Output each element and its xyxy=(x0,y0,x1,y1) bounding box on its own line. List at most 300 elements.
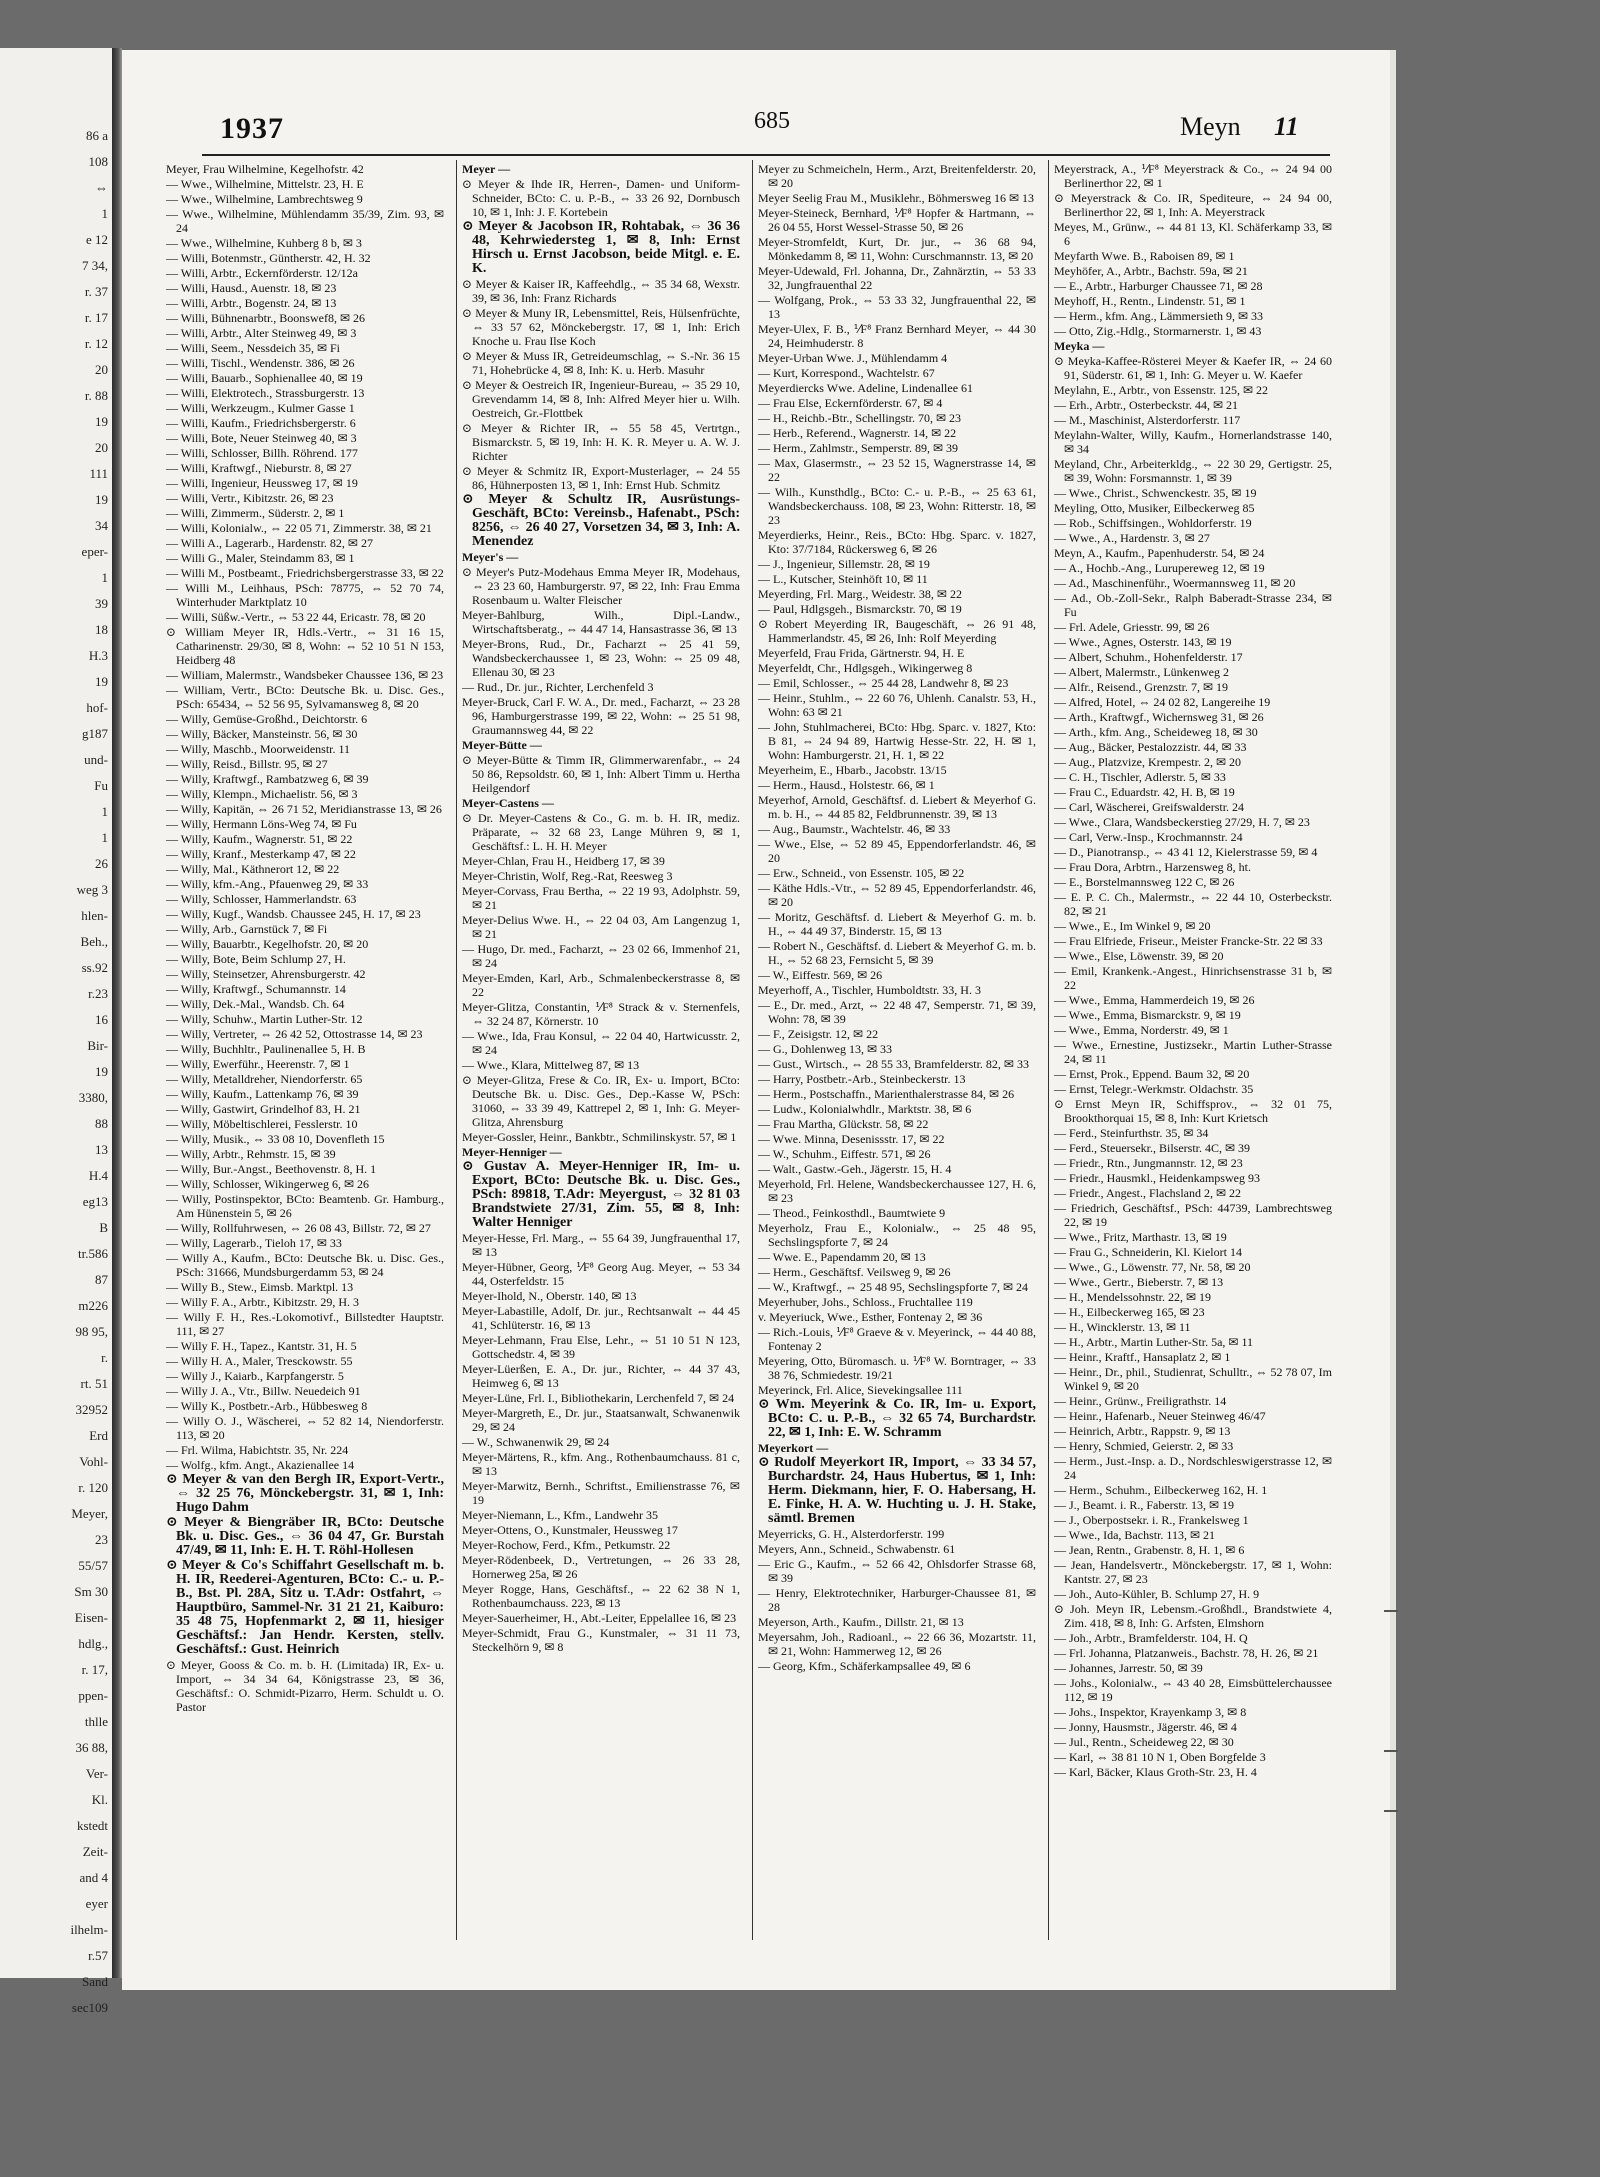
page-edge-mark xyxy=(1384,1750,1398,1752)
left-page-fragment: kstedt xyxy=(76,1818,108,1833)
left-page-fragment: eg13 xyxy=(82,1194,108,1209)
directory-entry: Meyer-Lüerßen, E. A., Dr. jur., Richter, ⇔ 44 37 43, Heimweg 6, ✉ 13 xyxy=(462,1362,740,1390)
left-page-fragment: ppen- xyxy=(78,1688,108,1703)
directory-entry: — Willi, Bühnenarbtr., Boonswef8, ✉ 26 xyxy=(166,311,366,325)
directory-entry: — Willi M., Postbeamt., Friedrichsbergerstrasse 33, ✉ 22 xyxy=(166,566,444,580)
directory-entry: Meyland, Chr., Arbeiterkldg., ⇔ 22 30 29, Gertigstr. 25, ✉ 39, Wohn: Forsmannstr. 1, ✉ 39 xyxy=(1054,457,1332,485)
directory-entry: ⊙ Meyerstrack & Co. IR, Spediteure, ⇔ 24 94 00, Berlinerthor 22, ✉ 1, Inh: A. Meyerstrack xyxy=(1054,191,1332,219)
directory-entry: — Wwe., Fritz, Marthastr. 13, ✉ 19 xyxy=(1054,1230,1227,1244)
section-heading: Meyer-Henniger — xyxy=(462,1145,562,1159)
directory-entry: — Frau C., Eduardstr. 42, H. B, ✉ 19 xyxy=(1054,785,1235,799)
column-divider xyxy=(1048,160,1049,1940)
directory-entry: ⊙ Meyer & Oestreich IR, Ingenieur-Bureau, ⇔ 35 29 10, Grevendamm 14, ✉ 8, Inh: Alfred Meyer hier u. Wilh. Oestreich, Gr.-Flottbek xyxy=(462,378,740,420)
directory-entry: — Frl. Johanna, Platzanweis., Bachstr. 78, H. 26, ✉ 21 xyxy=(1054,1646,1319,1660)
directory-entry: — Willy F. H., Res.-Lokomotivf., Billstedter Hauptstr. 111, ✉ 27 xyxy=(166,1310,444,1338)
directory-entry: — Willi M., Leihhaus, PSch: 78775, ⇔ 52 70 74, Winterhuder Marktplatz 10 xyxy=(166,581,444,609)
directory-entry: — Harry, Postbetr.-Arb., Steinbeckerstr. 13 xyxy=(758,1072,966,1086)
directory-entry: Meyer-Hübner, Georg, ⅟F⁸ Georg Aug. Meyer, ⇔ 53 34 44, Osterfeldstr. 15 xyxy=(462,1260,740,1288)
running-head-name: Meyn xyxy=(1180,112,1241,141)
section-heading: Meyer — xyxy=(462,162,511,176)
directory-entry: — Willy, Möbeltischlerei, Fesslerstr. 10 xyxy=(166,1117,358,1131)
directory-entry: — W., Schuhm., Eiffestr. 571, ✉ 26 xyxy=(758,1147,931,1161)
left-page-fragment: 111 xyxy=(89,466,108,481)
directory-entry: — Albert, Schuhm., Hohenfelderstr. 17 xyxy=(1054,650,1243,664)
directory-entry: ⊙ Meyka-Kaffee-Rösterei Meyer & Kaefer IR, ⇔ 24 60 91, Süderstr. 61, ✉ 1, Inh: G. Meyer u. W. Kaefer xyxy=(1054,354,1332,382)
directory-entry: — Willy, Buchhltr., Paulinenallee 5, H. B xyxy=(166,1042,366,1056)
directory-entry: — Heinr., Dr., phil., Studienrat, Schulltr., ⇔ 52 78 07, Im Winkel 9, ✉ 20 xyxy=(1054,1365,1332,1393)
directory-entry: — Willy O. J., Wäscherei, ⇔ 52 82 14, Niendorferstr. 113, ✉ 20 xyxy=(166,1414,444,1442)
directory-entry: — Willy, Kaufm., Lattenkamp 76, ✉ 39 xyxy=(166,1087,359,1101)
directory-entry: ⊙ Meyer & Richter IR, ⇔ 55 58 45, Vertrtgn., Bismarckstr. 5, ✉ 19, Inh: H. K. R. Meyer u. A. W. J. Richter xyxy=(462,421,740,463)
directory-entry: Meyer-Bahlburg, Wilh., Dipl.-Landw., Wirtschaftsberatg., ⇔ 44 47 14, Hansastrasse 36, ✉ 13 xyxy=(462,608,740,636)
directory-entry: v. Meyeriuck, Wwe., Esther, Fontenay 2, ✉ 36 xyxy=(758,1310,983,1324)
left-page-fragment: 87 xyxy=(95,1272,108,1287)
directory-entry: Meyer-Gossler, Heinr., Bankbtr., Schmilinskystr. 57, ✉ 1 xyxy=(462,1130,737,1144)
directory-entry: — Friedrich, Geschäftsf., PSch: 44739, Lambrechtsweg 22, ✉ 19 xyxy=(1054,1201,1332,1229)
directory-entry: — Wwe. E., Papendamm 20, ✉ 13 xyxy=(758,1250,926,1264)
directory-entry: — L., Kutscher, Steinhöft 10, ✉ 11 xyxy=(758,572,928,586)
directory-entry: Meyer-Lüne, Frl. I., Bibliothekarin, Lerchenfeld 7, ✉ 24 xyxy=(462,1391,735,1405)
directory-entry: ⊙ Meyer, Gooss & Co. m. b. H. (Limitada) IR, Ex- u. Import, ⇔ 34 34 64, Königstrasse 23, ✉ 36, Geschäftsf.: O. Schmidt-Pizarro, Herm. Schuldt u. O. Pastor xyxy=(166,1658,444,1714)
directory-entry: — Willi, Tischl., Wendenstr. 386, ✉ 26 xyxy=(166,356,355,370)
directory-entry: Meyering, Otto, Büromasch. u. ⅟F⁸ W. Borntrager, ⇔ 33 38 76, Schmiedestr. 19/21 xyxy=(758,1354,1036,1382)
directory-entry: Meyer-Ottens, O., Kunstmaler, Heussweg 17 xyxy=(462,1523,678,1537)
left-page-fragment: e 12 xyxy=(85,232,108,247)
directory-entry: — Rich.-Louis, ⅟F⁸ Graeve & v. Meyerinck, ⇔ 44 40 88, Fontenay 2 xyxy=(758,1325,1036,1353)
directory-entry: — Frl. Wilma, Habichtstr. 35, Nr. 224 xyxy=(166,1443,349,1457)
directory-entry: — Willi, Arbtr., Alter Steinweg 49, ✉ 3 xyxy=(166,326,357,340)
directory-entry: ⊙ Meyer & Co's Schiffahrt Gesellschaft m. b. H. IR, Reederei-Agenturen, BCto: C.- u. P.-B., Bst. Pl. 28A, Sitz u. T.Adr: Ostfahrt, ⇔ Hauptbüro, Sammel-Nr. 31 21 21, Kaiburo: 35 48 75, Hopfenmarkt 2, ✉ 11, hiesiger Geschäftsf.: Jan Hendr. Kersten, stellv. Geschäftsf.: Gust. Heinrich xyxy=(166,1558,444,1657)
directory-entry: — Henry, Schmied, Geierstr. 2, ✉ 33 xyxy=(1054,1439,1234,1453)
directory-entry: — Willi G., Maler, Steindamm 83, ✉ 1 xyxy=(166,551,355,565)
directory-entry: — Willy, Musik., ⇔ 33 08 10, Dovenfleth 15 xyxy=(166,1132,385,1146)
directory-entry: — Willi, Botenmstr., Güntherstr. 42, H. 32 xyxy=(166,251,371,265)
directory-entry: — Willy, Metalldreher, Niendorferstr. 65 xyxy=(166,1072,363,1086)
directory-entry: — Jean, Handelsvertr., Mönckebergstr. 17, ✉ 1, Wohn: Kantstr. 27, ✉ 23 xyxy=(1054,1558,1332,1586)
directory-entry: — Carl, Wäscherei, Greifswalderstr. 24 xyxy=(1054,800,1245,814)
directory-entry: — Willy, Gemüse-Großhd., Deichtorstr. 6 xyxy=(166,712,368,726)
directory-entry: — Willi, Ingenieur, Heussweg 17, ✉ 19 xyxy=(166,476,358,490)
left-page-fragment: Vohl- xyxy=(79,1454,108,1469)
page-year: 1937 xyxy=(220,112,284,145)
directory-page xyxy=(122,50,1390,1990)
directory-entry: — Willi, Werkzeugm., Kulmer Gasse 1 xyxy=(166,401,355,415)
directory-entry: — Walt., Gastw.-Geh., Jägerstr. 15, H. 4 xyxy=(758,1162,952,1176)
directory-entry: — E., Borstelmannsweg 122 C, ✉ 26 xyxy=(1054,875,1235,889)
left-page-fragment: Sm 30 xyxy=(74,1584,108,1599)
directory-entry: — Emil, Schlosser., ⇔ 25 44 28, Landwehr 8, ✉ 23 xyxy=(758,676,1009,690)
directory-entry: — Johannes, Jarrestr. 50, ✉ 39 xyxy=(1054,1661,1203,1675)
left-page-fragment: 32952 xyxy=(75,1402,108,1417)
directory-entry: — Willy, Lagerarb., Tieloh 17, ✉ 33 xyxy=(166,1236,342,1250)
section-heading: Meyer-Bütte — xyxy=(462,738,542,752)
directory-entry: Meyer-Labastille, Adolf, Dr. jur., Rechtsanwalt ⇔ 44 45 41, Schlüterstr. 16, ✉ 13 xyxy=(462,1304,740,1332)
directory-entry: Meyerholz, Frau E., Kolonialw., ⇔ 25 48 95, Sechslingspforte 7, ✉ 24 xyxy=(758,1221,1036,1249)
directory-entry: Meyer-Rochow, Ferd., Kfm., Petkumstr. 22 xyxy=(462,1538,671,1552)
directory-entry: — Willi, Vertr., Kibitzstr. 26, ✉ 23 xyxy=(166,491,334,505)
directory-entry: — Willy F. A., Arbtr., Kibitzstr. 29, H. 3 xyxy=(166,1295,360,1309)
column-divider xyxy=(752,160,753,1940)
left-page-fragment: r. 88 xyxy=(84,388,108,403)
directory-entry: — Wwe., E., Im Winkel 9, ✉ 20 xyxy=(1054,919,1211,933)
directory-entry: — Willi, Bauarb., Sophienallee 40, ✉ 19 xyxy=(166,371,363,385)
directory-entry: ⊙ Meyer-Bütte & Timm IR, Glimmerwarenfabr., ⇔ 24 50 86, Repsoldstr. 60, ✉ 1, Inh: Albert Timm u. Hertha Heilgendorf xyxy=(462,753,740,795)
directory-entry: — Willy, Bauarbtr., Kegelhofstr. 20, ✉ 20 xyxy=(166,937,369,951)
directory-entry: — Willy, Schlosser, Hammerlandstr. 63 xyxy=(166,892,357,906)
left-page-fragment: sec109 xyxy=(71,2000,108,2015)
directory-entry: Meyerdierks, Heinr., Reis., BCto: Hbg. Sparc. v. 1827, Kto: 37/7184, Rückersweg 6, ✉ 26 xyxy=(758,528,1036,556)
left-page-fragment: 108 xyxy=(88,154,108,169)
directory-entry: — Aug., Baumstr., Wachtelstr. 46, ✉ 33 xyxy=(758,822,951,836)
directory-entry: — Willi, Seem., Nessdeich 35, ✉ Fi xyxy=(166,341,341,355)
directory-entry: — Willy, Mal., Käthnerort 12, ✉ 22 xyxy=(166,862,340,876)
directory-entry: — Willi, Kraftwgf., Nieburstr. 8, ✉ 27 xyxy=(166,461,352,475)
directory-entry: — Hugo, Dr. med., Facharzt, ⇔ 23 02 66, Immenhof 21, ✉ 24 xyxy=(462,942,740,970)
directory-entry: ⊙ Wm. Meyerink & Co. IR, Im- u. Export, BCto: C. u. P.-B., ⇔ 32 65 74, Burchardstr. 22, ✉ 1, Inh: E. W. Schramm xyxy=(758,1397,1036,1440)
left-page-fragment: 13 xyxy=(95,1142,108,1157)
directory-entry: ⊙ Ernst Meyn IR, Schiffsprov., ⇔ 32 01 75, Brookthorquai 15, ✉ 8, Inh: Kurt Krietsch xyxy=(1054,1097,1332,1125)
left-page-fragment: tr.586 xyxy=(78,1246,108,1261)
directory-entry: — Herm., Geschäftsf. Veilsweg 9, ✉ 26 xyxy=(758,1265,951,1279)
left-page-fragment: Kl. xyxy=(91,1792,108,1807)
directory-entry: — Friedr., Angest., Flachsland 2, ✉ 22 xyxy=(1054,1186,1242,1200)
directory-entry: — Herm., Hausd., Holstestr. 66, ✉ 1 xyxy=(758,778,935,792)
left-page-fragment: H.4 xyxy=(88,1168,108,1183)
left-page-fragment: 3380, xyxy=(78,1090,108,1105)
directory-column-2 xyxy=(462,162,740,1937)
directory-entry: Meyer-Margreth, E., Dr. jur., Staatsanwalt, Schwanenwik 29, ✉ 24 xyxy=(462,1406,740,1434)
directory-entry: — Willy, Hermann Löns-Weg 74, ✉ Fu xyxy=(166,817,357,831)
left-page-fragment: Sand xyxy=(82,1974,108,1989)
directory-column-3 xyxy=(758,162,1036,1937)
directory-entry: — Wwe., Agnes, Osterstr. 143, ✉ 19 xyxy=(1054,635,1232,649)
directory-entry: — William, Malermstr., Wandsbeker Chaussee 136, ✉ 23 xyxy=(166,668,444,682)
directory-entry: Meyer-Christin, Wolf, Reg.-Rat, Reesweg 3 xyxy=(462,869,673,883)
directory-entry: — Erw., Schneid., von Essenstr. 105, ✉ 22 xyxy=(758,866,965,880)
directory-entry: — Theod., Feinkosthdl., Baumtwiete 9 xyxy=(758,1206,946,1220)
directory-entry: — Willy, Kraftwgf., Rambatzweg 6, ✉ 39 xyxy=(166,772,369,786)
directory-entry: — Willy, Kranf., Mesterkamp 47, ✉ 22 xyxy=(166,847,356,861)
directory-entry: — Willy J. A., Vtr., Billw. Neuedeich 91 xyxy=(166,1384,361,1398)
directory-entry: — Heinr., Stuhlm., ⇔ 22 60 76, Uhlenh. Canalstr. 53, H., Wohn: 63 ✉ 21 xyxy=(758,691,1036,719)
directory-entry: — Georg, Kfm., Schäferkampsallee 49, ✉ 6 xyxy=(758,1659,971,1673)
directory-entry: — Willy, Ewerführ., Heerenstr. 7, ✉ 1 xyxy=(166,1057,350,1071)
directory-entry: Meyer-Bruck, Carl F. W. A., Dr. med., Facharzt, ⇔ 23 28 96, Hamburgerstrasse 199, ✉ 22, Wohn: ⇔ 25 51 98, Graumannsweg 44, ✉ 22 xyxy=(462,695,740,737)
book-gutter xyxy=(112,48,122,1978)
left-page-fragment: ilhelm- xyxy=(70,1922,108,1937)
left-page-fragment: 86 a xyxy=(85,128,108,143)
directory-entry: — Willy, Dek.-Mal., Wandsb. Ch. 64 xyxy=(166,997,345,1011)
left-page-fragment: r.57 xyxy=(88,1948,108,1963)
page-number: 685 xyxy=(754,108,790,134)
directory-entry: — Willi, Bote, Neuer Steinweg 40, ✉ 3 xyxy=(166,431,357,445)
directory-entry: — E., Dr. med., Arzt, ⇔ 22 48 47, Semperstr. 71, ✉ 39, Wohn: 78, ✉ 39 xyxy=(758,998,1036,1026)
directory-entry: — H., Eilbeckerweg 165, ✉ 23 xyxy=(1054,1305,1205,1319)
directory-entry: — Ferd., Steinfurthstr. 35, ✉ 34 xyxy=(1054,1126,1209,1140)
directory-entry: — John, Stuhlmacherei, BCto: Hbg. Sparc. v. 1827, Kto: B 81, ⇔ 24 94 89, Hartwig Hesse-Str. 22, H. ✉ 1, Wohn: Hamburgerstr. 21, H. 1, ✉ 22 xyxy=(758,720,1036,762)
left-page-fragment: 36 88, xyxy=(75,1740,108,1755)
directory-entry: — Ferd., Steuersekr., Bilserstr. 4C, ✉ 39 xyxy=(1054,1141,1251,1155)
directory-column-4 xyxy=(1054,162,1332,1937)
directory-entry: — Willy, Kugf., Wandsb. Chaussee 245, H. 17, ✉ 23 xyxy=(166,907,421,921)
directory-entry: Meyer-Urban Wwe. J., Mühlendamm 4 xyxy=(758,351,948,365)
left-page-fragment: hdlg., xyxy=(78,1636,108,1651)
directory-entry: — Willy, Bäcker, Mansteinstr. 56, ✉ 30 xyxy=(166,727,358,741)
directory-entry: — H., Wincklerstr. 13, ✉ 11 xyxy=(1054,1320,1191,1334)
left-page-fragment: r. 17 xyxy=(84,310,108,325)
directory-entry: Meylahn, E., Arbtr., von Essenstr. 125, ✉ 22 xyxy=(1054,383,1269,397)
section-heading: Meyer's — xyxy=(462,550,519,564)
directory-entry: — Aug., Platzvize, Krempestr. 2, ✉ 20 xyxy=(1054,755,1242,769)
left-page-fragment: thlle xyxy=(84,1714,108,1729)
directory-entry: — Willy F. H., Tapez., Kantstr. 31, H. 5 xyxy=(166,1339,357,1353)
directory-entry: — M., Maschinist, Alsterdorferstr. 117 xyxy=(1054,413,1241,427)
left-page-fragment: rt. 51 xyxy=(80,1376,108,1391)
directory-entry: — Heinrich, Arbtr., Rappstr. 9, ✉ 13 xyxy=(1054,1424,1231,1438)
directory-entry: — Ad., Ob.-Zoll-Sekr., Ralph Baberadt-Strasse 234, ✉ Fu xyxy=(1054,591,1332,619)
left-page-fragment: m226 xyxy=(78,1298,108,1313)
left-page-fragment: hlen- xyxy=(81,908,108,923)
directory-entry: — Alfr., Reisend., Grenzstr. 7, ✉ 19 xyxy=(1054,680,1229,694)
directory-entry: Meyer-Chlan, Frau H., Heidberg 17, ✉ 39 xyxy=(462,854,665,868)
directory-entry: Meyerdiercks Wwe. Adeline, Lindenallee 61 xyxy=(758,381,974,395)
left-page-fragment: 19 xyxy=(95,492,108,507)
directory-entry: — Johs., Inspektor, Krayenkamp 3, ✉ 8 xyxy=(1054,1705,1247,1719)
directory-entry: — Frau Martha, Glückstr. 58, ✉ 22 xyxy=(758,1117,929,1131)
directory-entry: — Willy, Maschb., Moorweidenstr. 11 xyxy=(166,742,351,756)
left-page-fragment: Eisen- xyxy=(74,1610,108,1625)
left-page-fragment: Bir- xyxy=(87,1038,108,1053)
left-page-fragment: Meyer, xyxy=(71,1506,108,1521)
directory-entry: ⊙ Meyer & Muss IR, Getreideumschlag, ⇔ S.-Nr. 36 15 71, Hohebrücke 4, ✉ 8, Inh: K. u. Herb. Masuhr xyxy=(462,349,740,377)
left-page-fragment: 34 xyxy=(95,518,108,533)
directory-entry: — Willy, Arb., Garnstück 7, ✉ Fi xyxy=(166,922,328,936)
directory-entry: Meyer zu Schmeicheln, Herm., Arzt, Breitenfelderstr. 20, ✉ 20 xyxy=(758,162,1036,190)
directory-entry: — Willy, Bur.-Angst., Beethovenstr. 8, H. 1 xyxy=(166,1162,377,1176)
section-heading: Meyer-Castens — xyxy=(462,796,554,810)
left-page-fragment: 88 xyxy=(95,1116,108,1131)
directory-entry: — Heinr., Hafenarb., Neuer Steinweg 46/47 xyxy=(1054,1409,1266,1423)
directory-entry: — Joh., Auto-Kühler, B. Schlump 27, H. 9 xyxy=(1054,1587,1260,1601)
left-page-fragment: 1 xyxy=(101,830,108,845)
left-page-fragment: 19 xyxy=(95,1064,108,1079)
directory-entry: — Wwe., Emma, Bismarckstr. 9, ✉ 19 xyxy=(1054,1008,1241,1022)
directory-entry: — Frau Dora, Arbtrn., Harzensweg 8, ht. xyxy=(1054,860,1251,874)
directory-entry: — Henry, Elektrotechniker, Harburger-Chaussee 81, ✉ 28 xyxy=(758,1586,1036,1614)
directory-entry: — H., Arbtr., Martin Luther-Str. 5a, ✉ 11 xyxy=(1054,1335,1254,1349)
directory-entry: — Ludw., Kolonialwhdlr., Marktstr. 38, ✉ 6 xyxy=(758,1102,972,1116)
directory-entry: — Gust., Wirtsch., ⇔ 28 55 33, Bramfelderstr. 82, ✉ 33 xyxy=(758,1057,1029,1071)
page-edge-mark xyxy=(1384,1810,1398,1812)
directory-entry: — Willy, Bote, Beim Schlump 27, H. xyxy=(166,952,346,966)
directory-entry: Meyerson, Arth., Kaufm., Dillstr. 21, ✉ 13 xyxy=(758,1615,964,1629)
directory-entry: Meylahn-Walter, Willy, Kaufm., Hornerlandstrasse 140, ✉ 34 xyxy=(1054,428,1332,456)
directory-entry: Meyerhoff, A., Tischler, Humboldtstr. 33, H. 3 xyxy=(758,983,981,997)
left-page-fragment: eper- xyxy=(81,544,108,559)
directory-entry: Meyer-Udewald, Frl. Johanna, Dr., Zahnärztin, ⇔ 53 33 32, Jungfrauenthal 22 xyxy=(758,264,1036,292)
directory-entry: — Käthe Hdls.-Vtr., ⇔ 52 89 45, Eppendorferlandstr. 46, ✉ 20 xyxy=(758,881,1036,909)
directory-entry: — A., Hochb.-Ang., Lurupereweg 12, ✉ 19 xyxy=(1054,561,1265,575)
directory-entry: — Willi, Kolonialw., ⇔ 22 05 71, Zimmerstr. 38, ✉ 21 xyxy=(166,521,432,535)
left-page-fragment: g187 xyxy=(82,726,108,741)
directory-entry: — Willy, Arbtr., Rehmstr. 15, ✉ 39 xyxy=(166,1147,336,1161)
directory-entry: — Aug., Bäcker, Pestalozzistr. 44, ✉ 33 xyxy=(1054,740,1247,754)
directory-entry: — H., Mendelssohnstr. 22, ✉ 19 xyxy=(1054,1290,1212,1304)
directory-entry: — Alfred, Hotel, ⇔ 24 02 82, Langereihe 19 xyxy=(1054,695,1271,709)
section-heading: Meyerkort — xyxy=(758,1441,829,1455)
directory-entry: Meyer-Sauerheimer, H., Abt.-Leiter, Eppelallee 16, ✉ 23 xyxy=(462,1611,737,1625)
directory-entry: Meyer-Brons, Rud., Dr., Facharzt ⇔ 25 41 59, Wandsbeckerchaussee 1, ✉ 23, Wohn: ⇔ 25 09 48, Ellenau 30, ✉ 23 xyxy=(462,637,740,679)
directory-entry: Meyer-Emden, Karl, Arb., Schmalenbeckerstrasse 8, ✉ 22 xyxy=(462,971,740,999)
directory-entry: Meyhöfer, A., Arbtr., Bachstr. 59a, ✉ 21 xyxy=(1054,264,1248,278)
directory-entry: Meyerding, Frl. Marg., Weidestr. 38, ✉ 22 xyxy=(758,587,962,601)
directory-entry: — Willy K., Postbetr.-Arb., Hübbesweg 8 xyxy=(166,1399,368,1413)
directory-entry: — Willy, Kapitän, ⇔ 26 71 52, Meridianstrasse 13, ✉ 26 xyxy=(166,802,442,816)
directory-entry: — Willy, Schlosser, Wikingerweg 6, ✉ 26 xyxy=(166,1177,370,1191)
directory-entry: — Willy, Klempn., Michaelistr. 56, ✉ 3 xyxy=(166,787,358,801)
directory-entry: — Wwe., Klara, Mittelweg 87, ✉ 13 xyxy=(462,1058,640,1072)
left-page-fragment: 39 xyxy=(95,596,108,611)
directory-entry: — Willy J., Kaiarb., Karpfangerstr. 5 xyxy=(166,1369,344,1383)
directory-entry: — Willi, Arbtr., Eckernförderstr. 12/12a xyxy=(166,266,358,280)
directory-entry: — E., Arbtr., Harburger Chaussee 71, ✉ 28 xyxy=(1054,279,1263,293)
left-page-fragment: 19 xyxy=(95,674,108,689)
directory-entry: Meyer Seelig Frau M., Musiklehr., Böhmersweg 16 ✉ 13 xyxy=(758,191,1035,205)
directory-entry: — Heinr., Grünw., Freiligrathstr. 14 xyxy=(1054,1394,1227,1408)
directory-entry: — Friedr., Rtn., Jungmannstr. 12, ✉ 23 xyxy=(1054,1156,1243,1170)
directory-entry: ⊙ Meyer & Schultz IR, Ausrüstungs-Geschäft, BCto: Vereinsb., Hafenabt., PSch: 8256, ⇔ 26 40 27, Vorsetzen 34, ✉ 3, Inh: A. Menendez xyxy=(462,492,740,549)
directory-entry: — Wwe., Emma, Hammerdeich 19, ✉ 26 xyxy=(1054,993,1255,1007)
directory-entry: Meyerricks, G. H., Alsterdorferstr. 199 xyxy=(758,1527,945,1541)
directory-entry: — Willi, Süßw.-Vertr., ⇔ 53 22 44, Ericastr. 78, ✉ 20 xyxy=(166,610,426,624)
directory-entry: — J., Ingenieur, Sillemstr. 28, ✉ 19 xyxy=(758,557,930,571)
left-page-fragment: 19 xyxy=(95,414,108,429)
directory-entry: Meyerstrack, A., ⅟F⁸ Meyerstrack & Co., ⇔ 24 94 00 Berlinerthor 22, ✉ 1 xyxy=(1054,162,1332,190)
directory-entry: — C. H., Tischler, Adlerstr. 5, ✉ 33 xyxy=(1054,770,1226,784)
directory-entry: Meyfarth Wwe. B., Raboisen 89, ✉ 1 xyxy=(1054,249,1235,263)
directory-entry: — Willi, Schlosser, Billh. Röhrend. 177 xyxy=(166,446,358,460)
left-page-fragment: eyer xyxy=(85,1896,108,1911)
directory-entry: — Willy B., Stew., Eimsb. Marktpl. 13 xyxy=(166,1280,354,1294)
directory-entry: — Willy, Schuhw., Martin Luther-Str. 12 xyxy=(166,1012,363,1026)
directory-entry: — Wwe., Wilhelmine, Mühlendamm 35/39, Zim. 93, ✉ 24 xyxy=(166,207,444,235)
directory-entry: Meyer-Ulex, F. B., ⅟F⁸ Franz Bernhard Meyer, ⇔ 44 30 24, Heimhuderstr. 8 xyxy=(758,322,1036,350)
directory-entry: — Kurt, Korrespond., Wachtelstr. 67 xyxy=(758,366,935,380)
left-page-fragment: and 4 xyxy=(79,1870,108,1885)
directory-entry: — Arth., kfm. Ang., Scheideweg 18, ✉ 30 xyxy=(1054,725,1258,739)
left-page-fragment: r. 17, xyxy=(81,1662,108,1677)
directory-entry: — Willi, Kaufm., Friedrichsbergerstr. 6 xyxy=(166,416,356,430)
left-page-fragment: r. 37 xyxy=(84,284,108,299)
running-head-number: 11 xyxy=(1274,112,1299,141)
directory-entry: ⊙ William Meyer IR, Hdls.-Vertr., ⇔ 31 16 15, Catharinenstr. 29/30, ✉ 8, Wohn: ⇔ 52 10 51 N 153, Heidberg 48 xyxy=(166,625,444,667)
directory-entry: — Joh., Arbtr., Bramfelderstr. 104, H. Q xyxy=(1054,1631,1248,1645)
directory-entry: — Heinr., Kraftf., Hansaplatz 2, ✉ 1 xyxy=(1054,1350,1231,1364)
left-page-fragment: 16 xyxy=(95,1012,108,1027)
left-page-fragment: Ver- xyxy=(85,1766,108,1781)
left-page-fragment: r. xyxy=(101,1350,108,1365)
left-page-fragment: ⇔ xyxy=(95,180,108,195)
header-rule xyxy=(202,154,1330,156)
directory-entry: — Herm., kfm. Ang., Lämmersieth 9, ✉ 33 xyxy=(1054,309,1264,323)
directory-entry: ⊙ Meyer & Kaiser IR, Kaffeehdlg., ⇔ 35 34 68, Wexstr. 39, ✉ 36, Inh: Franz Richards xyxy=(462,277,740,305)
left-page-fragment: 1 xyxy=(101,804,108,819)
directory-entry: — H., Reichb.-Btr., Schellingstr. 70, ✉ 23 xyxy=(758,411,962,425)
directory-entry: — Willy, Vertreter, ⇔ 26 42 52, Ottostrasse 14, ✉ 23 xyxy=(166,1027,423,1041)
directory-entry: — Wwe. Minna, Desenissstr. 17, ✉ 22 xyxy=(758,1132,945,1146)
directory-entry: ⊙ Gustav A. Meyer-Henniger IR, Im- u. Export, BCto: Deutsche Bk. u. Disc. Ges., PSch: 89818, T.Adr: Meyergust, ⇔ 32 81 03 Brandstwiete 27/31, Zim. 55, ✉ 8, Inh: Walter Henniger xyxy=(462,1159,740,1230)
directory-entry: Meyer-Glitza, Constantin, ⅟F⁸ Strack & v. Sternenfels, ⇔ 32 24 87, Körnerstr. 10 xyxy=(462,1000,740,1028)
directory-entry: — Willy, Gastwirt, Grindelhof 83, H. 21 xyxy=(166,1102,361,1116)
directory-entry: — Willy, Postinspektor, BCto: Beamtenb. Gr. Hamburg., Am Hünenstein 5, ✉ 26 xyxy=(166,1192,444,1220)
directory-entry: ⊙ Meyer & Ihde IR, Herren-, Damen- und Uniform-Schneider, BCto: C. u. P.-B., ⇔ 33 26 92, Dornbusch 10, ✉ 1, Inh: J. F. Kortebein xyxy=(462,177,740,219)
directory-entry: Meyerfeldt, Chr., Hdlgsgeh., Wikingerweg 8 xyxy=(758,661,973,675)
directory-entry: — D., Pianotransp., ⇔ 43 41 12, Kielerstrasse 59, ✉ 4 xyxy=(1054,845,1318,859)
directory-entry: Meyes, M., Grünw., ⇔ 44 81 13, Kl. Schäferkamp 33, ✉ 6 xyxy=(1054,220,1332,248)
directory-entry: — Willi, Arbtr., Bogenstr. 24, ✉ 13 xyxy=(166,296,337,310)
directory-entry: — Wwe., Emma, Norderstr. 49, ✉ 1 xyxy=(1054,1023,1229,1037)
directory-entry: — Karl, ⇔ 38 81 10 N 1, Oben Borgfelde 3 xyxy=(1054,1750,1266,1764)
directory-entry: Meyerhold, Frl. Helene, Wandsbeckerchaussee 127, H. 6, ✉ 23 xyxy=(758,1177,1036,1205)
directory-entry: — Herm., Schuhm., Eilbeckerweg 162, H. 1 xyxy=(1054,1483,1268,1497)
directory-entry: — Arth., Kraftwgf., Wichernsweg 31, ✉ 26 xyxy=(1054,710,1264,724)
directory-entry: — W., Eiffestr. 569, ✉ 26 xyxy=(758,968,883,982)
directory-entry: — Rob., Schiffsingen., Wohldorferstr. 19 xyxy=(1054,516,1252,530)
directory-entry: — Willy, Kraftwgf., Schumannstr. 14 xyxy=(166,982,346,996)
directory-entry: — Jonny, Hausmstr., Jägerstr. 46, ✉ 4 xyxy=(1054,1720,1237,1734)
directory-entry: — Willy A., Kaufm., BCto: Deutsche Bk. u. Disc. Ges., PSch: 31666, Mundsburgerdamm 53, ✉ 24 xyxy=(166,1251,444,1279)
directory-entry: ⊙ Meyer & van den Bergh IR, Export-Vertr., ⇔ 32 25 76, Mönckebergstr. 31, ✉ 1, Inh: Hugo Dahm xyxy=(166,1472,444,1515)
directory-entry: — Willy, Steinsetzer, Ahrensburgerstr. 42 xyxy=(166,967,366,981)
directory-entry: — Wwe., Wilhelmine, Lambrechtsweg 9 xyxy=(166,192,363,206)
directory-entry: ⊙ Joh. Meyn IR, Lebensm.-Großhdl., Brandstwiete 4, Zim. 418, ✉ 8, Inh: G. Arfsten, Elmshorn xyxy=(1054,1602,1332,1630)
directory-entry: Meyer-Hesse, Frl. Marg., ⇔ 55 64 39, Jungfrauenthal 17, ✉ 13 xyxy=(462,1231,740,1259)
directory-entry: Meyer-Märtens, R., kfm. Ang., Rothenbaumchauss. 81 c, ✉ 13 xyxy=(462,1450,740,1478)
left-page-fragment: Erd xyxy=(89,1428,108,1443)
directory-entry: Meyer-Rödenbeek, D., Vertretungen, ⇔ 26 33 28, Hornerweg 25a, ✉ 26 xyxy=(462,1553,740,1581)
directory-entry: — Wwe., Else, Löwenstr. 39, ✉ 20 xyxy=(1054,949,1224,963)
directory-entry: Meyer-Ihold, N., Oberstr. 140, ✉ 13 xyxy=(462,1289,637,1303)
directory-entry: — Albert, Malermstr., Lünkenweg 2 xyxy=(1054,665,1229,679)
directory-entry: — J., Oberpostsekr. i. R., Frankelsweg 1 xyxy=(1054,1513,1249,1527)
directory-entry: — Jul., Rentn., Scheideweg 22, ✉ 30 xyxy=(1054,1735,1234,1749)
left-page-fragment: 55/57 xyxy=(78,1558,108,1573)
directory-entry: — Wwe., G., Löwenstr. 77, Nr. 58, ✉ 20 xyxy=(1054,1260,1251,1274)
directory-entry: — Max, Glasermstr., ⇔ 23 52 15, Wagnerstrasse 14, ✉ 22 xyxy=(758,456,1036,484)
directory-entry: — W., Schwanenwik 29, ✉ 24 xyxy=(462,1435,610,1449)
left-page-fragment: weg 3 xyxy=(76,882,108,897)
left-page-fragment: Zeit- xyxy=(82,1844,108,1859)
left-page-fragment: 20 xyxy=(95,362,108,377)
directory-entry: — Wwe., Ernestine, Justizsekr., Martin Luther-Strasse 24, ✉ 11 xyxy=(1054,1038,1332,1066)
directory-entry: ⊙ Meyer & Jacobson IR, Rohtabak, ⇔ 36 36 48, Kehrwiedersteg 1, ✉ 8, Inh: Ernst Hirsch u. Ernst Jacobson, beide Mitgl. e. E. K. xyxy=(462,219,740,276)
directory-entry: — Frau G., Schneiderin, Kl. Kielort 14 xyxy=(1054,1245,1242,1259)
directory-entry: Meyerfeld, Frau Frida, Gärtnerstr. 94, H. E xyxy=(758,646,965,660)
left-page-fragment: ss.92 xyxy=(81,960,108,975)
directory-entry: — Jean, Rentn., Grabenstr. 8, H. 1, ✉ 6 xyxy=(1054,1543,1245,1557)
directory-entry: — F., Zeisigstr. 12, ✉ 22 xyxy=(758,1027,879,1041)
directory-entry: — W., Kraftwgf., ⇔ 25 48 95, Sechslingspforte 7, ✉ 24 xyxy=(758,1280,1029,1294)
directory-entry: — Willi, Zimmerm., Süderstr. 2, ✉ 1 xyxy=(166,506,345,520)
left-page-fragment: r. 12 xyxy=(84,336,108,351)
left-page-fragment: r.23 xyxy=(88,986,108,1001)
left-page-fragment: 26 xyxy=(95,856,108,871)
directory-entry: Meyerheim, E., Hbarb., Jacobstr. 13/15 xyxy=(758,763,947,777)
directory-entry: — Wwe., Wilhelmine, Kuhberg 8 b, ✉ 3 xyxy=(166,236,362,250)
directory-entry: — William, Vertr., BCto: Deutsche Bk. u. Disc. Ges., PSch: 65434, ⇔ 52 56 95, Sylvamansweg 8, ✉ 20 xyxy=(166,683,444,711)
directory-entry: — Wwe., Gertr., Bieberstr. 7, ✉ 13 xyxy=(1054,1275,1224,1289)
directory-entry: — Eric G., Kaufm., ⇔ 52 66 42, Ohlsdorfer Strasse 68, ✉ 39 xyxy=(758,1557,1036,1585)
